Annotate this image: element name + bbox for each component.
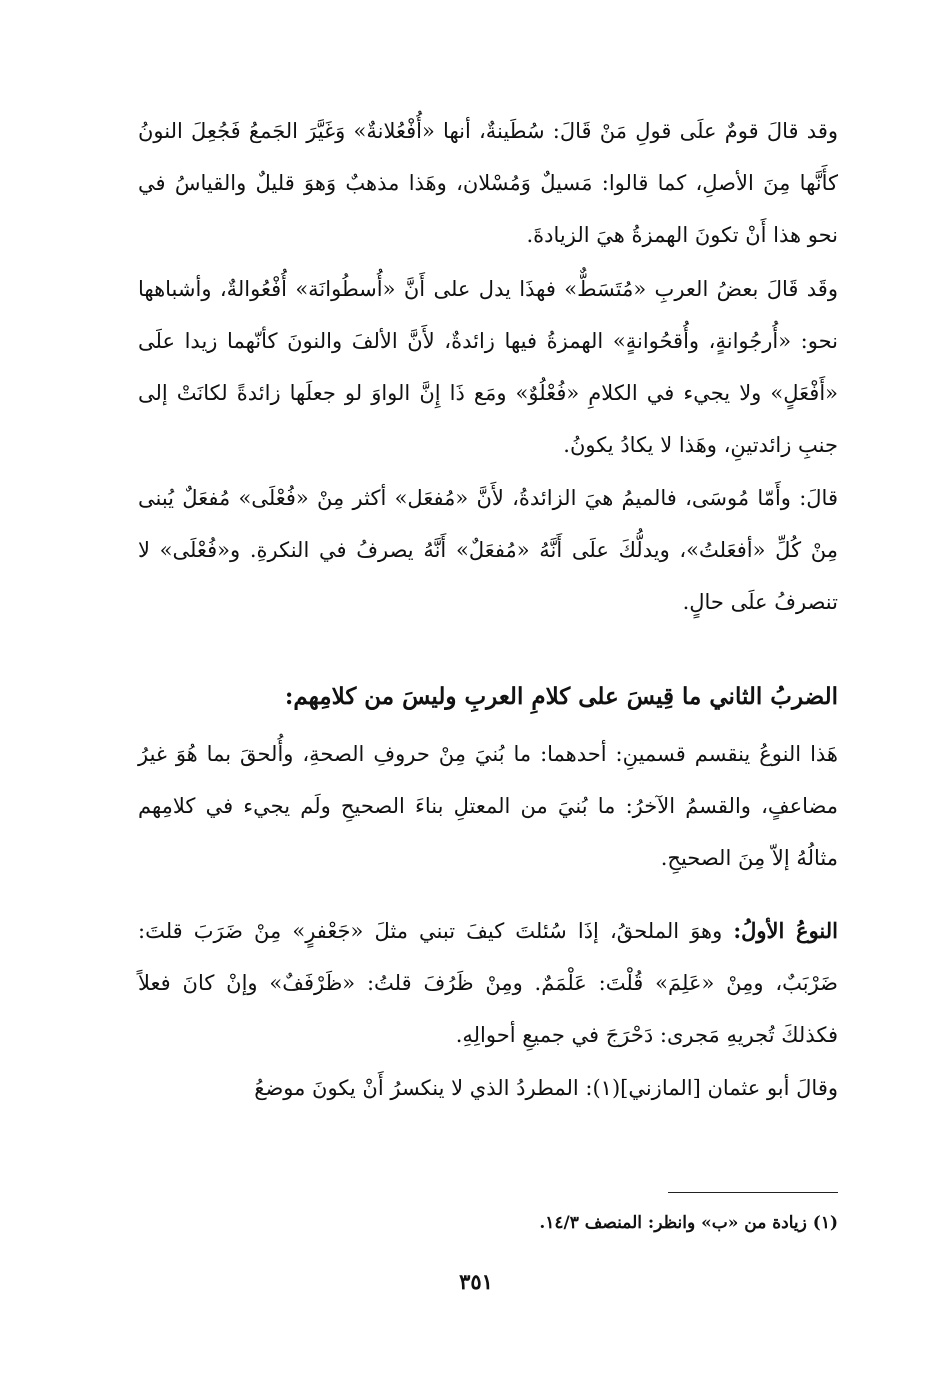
- footnote: (١) زيادة من «ب» وانظر: المنصف ١٤/٣.: [539, 1213, 838, 1233]
- page-number: ٣٥١: [459, 1269, 493, 1294]
- body-paragraph: وقَد قَالَ بعضُ العربِ «مُتَسَطٌّ» فهذَا يدل على أَنَّ «أُسطُوانَة» أُفْعُوالةٌ، وأشباهها نحو: «أُرجُوانةٍ، وأُقحُوانةٍ» الهمزةُ فيها زائدةٌ، لأَنَّ الألفَ والنونَ كأنّهما زيدا علَى «أَفْعَلٍ» ولا يجيء في الكلامِ «فُعْلُوٌ» ومَع ذَا إِنَّ الواوَ لو جعلَها زائدةً لكانَتْ إلى جنبِ زائدتينِ، وهَذا لا يكادُ يكونُ.: [138, 277, 838, 457]
- body-paragraph: وقد قالَ قومٌ علَى قولِ مَنْ قَالَ: سُطَينةٌ، أنها «أُفْعُلانةٌ» وَغَيَّرَ الجَمعُ فَجُعِلَ النونُ كأَنَّها مِنَ الأصلِ، كما قالوا: مَسيلٌ وَمُسْلان، وهَذا مذهبٌ وَهوَ قليلٌ والقياسُ في نحو هذا أَنْ تكونَ الهمزةُ هيَ الزيادةَ.: [138, 119, 838, 247]
- paragraph-text: وهوَ الملحقُ، إذَا سُئلتَ كيفَ تبني مثلَ «جَعْفرٍ» مِنْ ضَرَبَ قلتَ: ضَرْبَبٌ، ومِنْ «عَلِمَ» قُلْتَ: عَلْمَمٌ. ومِنْ ظَرُفَ قلتُ: «ظَرْفَفٌ» وإنْ كانَ فعلاً فكذلكَ تُجريهِ مَجرى: دَحْرَجَ في جميعِ أحوالِهِ.: [138, 919, 838, 1047]
- body-paragraph: وقالَ أبو عثمان [المازني](١): المطردُ الذي لا ينكسرُ أَنْ يكونَ موضعُ: [254, 1076, 838, 1100]
- section-heading: الضربُ الثاني ما قِيسَ على كلامِ العربِ وليسَ من كلامِهم:: [284, 683, 838, 710]
- body-paragraph: [138, 905, 838, 1061]
- paragraph-lead: النوعُ الأولُ:: [733, 918, 838, 943]
- body-paragraph: قالَ: وأَمّا مُوسَى، فالميمُ هيَ الزائدةُ، لأَنَّ «مُفعَل» أكثر مِنْ «فُعْلَى» مُفعَلٌ يُبنى مِنْ كُلِّ «أفعَلتُ»، ويدلُّكَ علَى أَنَّهُ «مُفعَلٌ» أَنَّهُ يصرفُ في النكرةِ. و«فُعْلَى» لا تنصرفُ علَى حالٍ.: [138, 486, 838, 614]
- body-paragraph: هَذا النوعُ ينقسم قسمينِ: أحدهما: ما بُنيَ مِنْ حروفِ الصحةِ، وأُلحقَ بما هُوَ غيرُ مضاعفٍ، والقسمُ الآخرُ: ما بُنيَ من المعتلِ بناءَ الصحيحِ ولَم يجيء في كلامِهم مثالُهُ إلاّ مِنَ الصحيحِ.: [138, 742, 838, 870]
- footnote-divider: [668, 1192, 838, 1193]
